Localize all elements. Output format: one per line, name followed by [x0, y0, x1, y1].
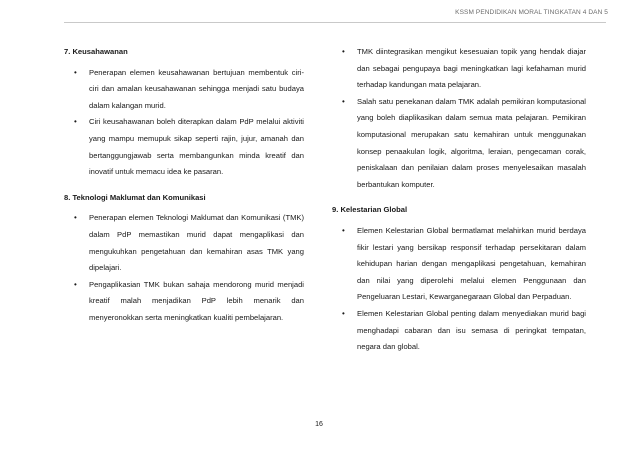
header-rule [64, 22, 606, 23]
list-item: • Penerapan elemen keusahawanan bertujuan membentuk ciri-ciri dan amalan keusahawanan sehingga menjadi satu budaya dalam kalangan murid. [64, 65, 304, 115]
list-item: • Pengaplikasian TMK bukan sahaja mendorong murid menjadi kreatif malah menjadikan PdP lebih menarik dan menyeronokkan serta meningkatkan kualiti pembelajaran. [64, 277, 304, 327]
list-item: • Ciri keusahawanan boleh diterapkan dalam PdP melalui aktiviti yang mampu memupuk sikap seperti rajin, jujur, amanah dan bertanggungjawab serta membangunkan minda kreatif dan inovatif untuk memacu idea ke pasaran. [64, 114, 304, 180]
list-item: • Elemen Kelestarian Global penting dalam menyediakan murid bagi menghadapi cabaran dan isu semasa di peringkat tempatan, negara dan global. [332, 306, 586, 356]
list-item: • TMK diintegrasikan mengikut kesesuaian topik yang hendak diajar dan sebagai pengupaya bagi meningkatkan lagi kefahaman murid terhadap kandungan mata pelajaran. [332, 44, 586, 94]
list-item: • Salah satu penekanan dalam TMK adalah pemikiran komputasional yang boleh diaplikasikan dalam semua mata pelajaran. Pemikiran komputasional merupakan satu kemahiran untuk menggunakan konsep penaakulan logik, algoritma, leraian, pengecaman corak, peniskalaan dan penilaian dalam proses menyelesaikan masalah berbantukan komputer. [332, 94, 586, 194]
section-kelestarian-global [332, 202, 586, 355]
running-header: KSSM PENDIDIKAN MORAL TINGKATAN 4 DAN 5 [455, 9, 608, 16]
bullet-list [64, 210, 304, 326]
section-heading: 7. Keusahawanan [64, 47, 128, 56]
left-column [64, 44, 304, 327]
right-column [332, 44, 586, 356]
bullet-list [332, 44, 586, 193]
section-heading: 9. Kelestarian Global [332, 205, 408, 215]
list-item: • Penerapan elemen Teknologi Maklumat dan Komunikasi (TMK) dalam PdP memastikan murid dapat mengaplikasi dan mengukuhkan pengetahuan dan kemahiran asas TMK yang dipelajari. [64, 210, 304, 276]
list-item: • Elemen Kelestarian Global bermatlamat melahirkan murid berdaya fikir lestari yang bersikap responsif terhadap persekitaran dalam kehidupan harian dengan mengaplikasi pengetahuan, kemahiran dan nilai yang diperolehi melalui elemen Penggunaan dan Pengeluaran Lestari, Kewarganegaraan Global dan Perpaduan. [332, 223, 586, 306]
bullet-list [64, 65, 304, 181]
page-number: 16 [315, 421, 323, 428]
section-heading: 8. Teknologi Maklumat dan Komunikasi [64, 192, 206, 202]
section-keusahawanan [64, 44, 304, 181]
bullet-list [332, 223, 586, 356]
section-tmk [64, 190, 304, 327]
